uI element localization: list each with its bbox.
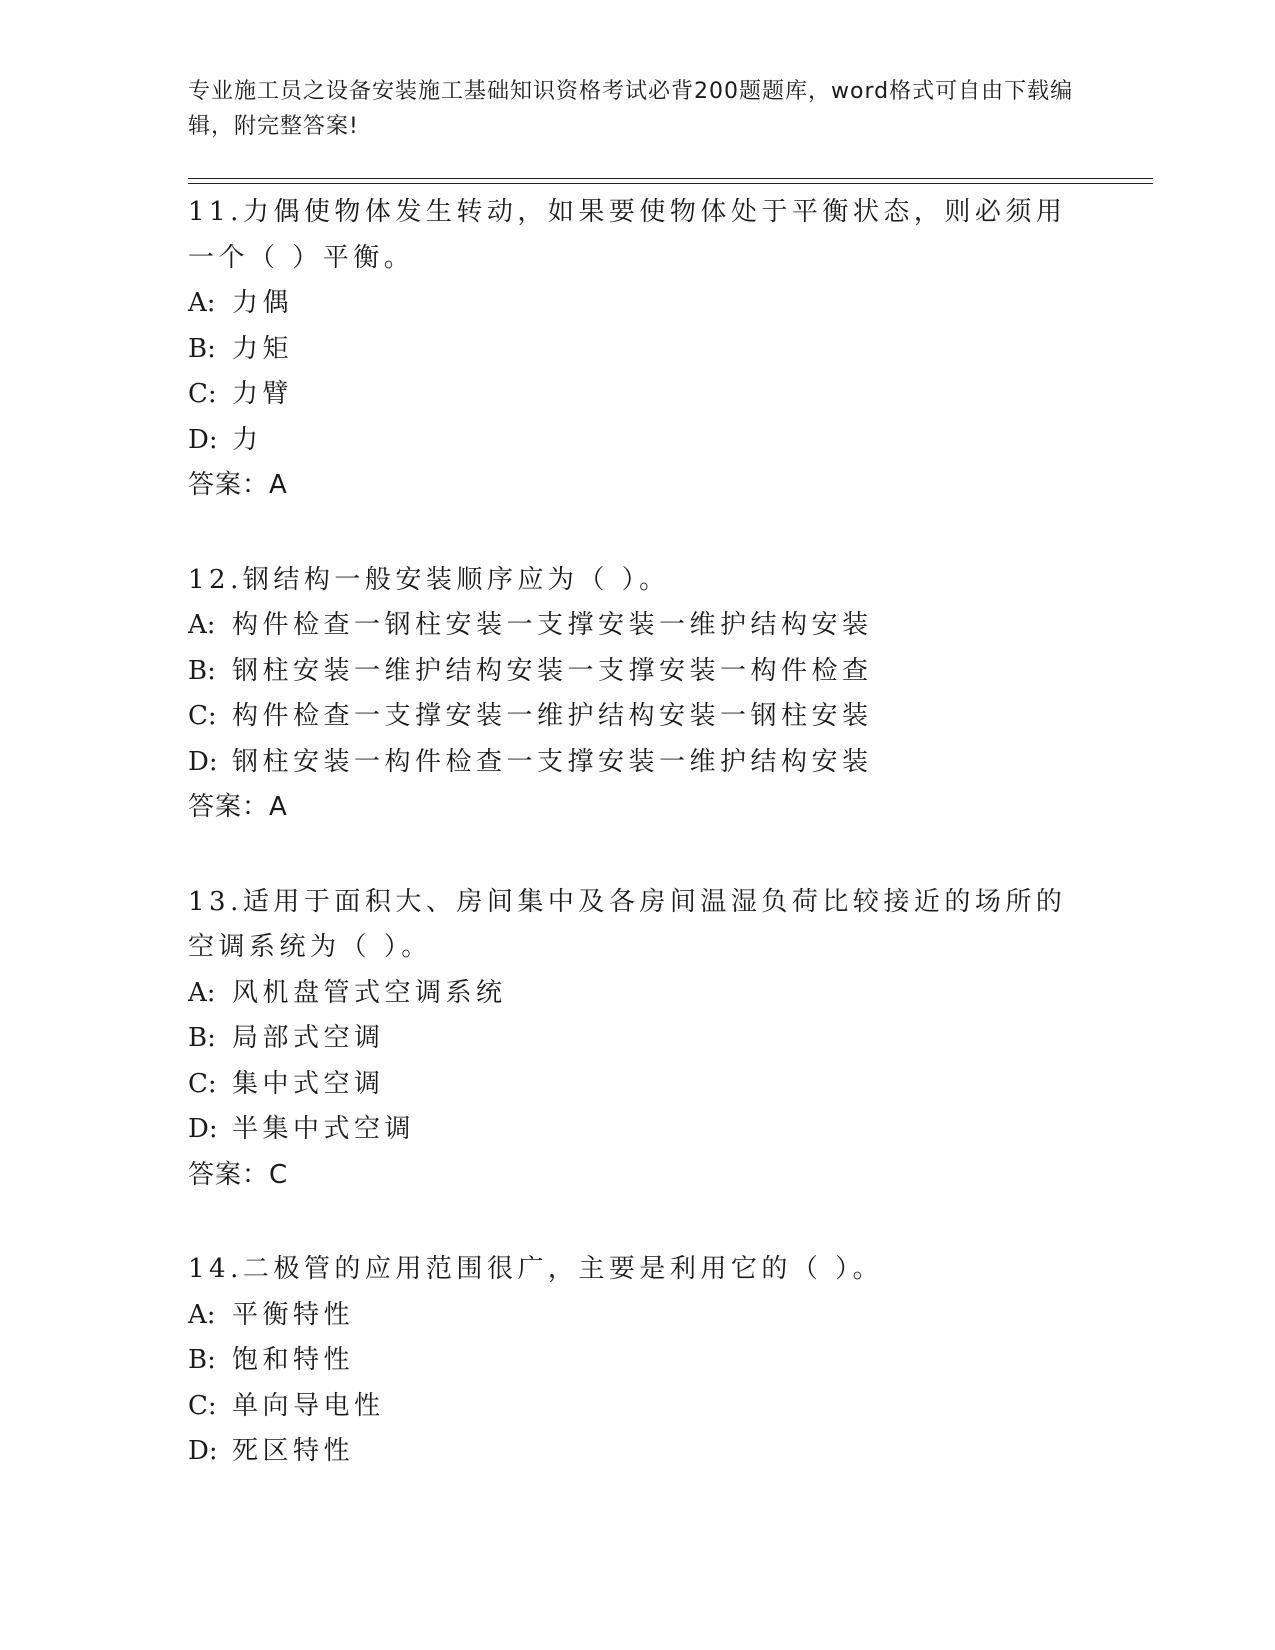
option-label: B: — [188, 333, 216, 364]
option-label: A: — [188, 977, 216, 1008]
option-text: 钢柱安装一维护结构安装一支撑安装一构件检查 — [232, 655, 873, 686]
option-c — [188, 1384, 1088, 1430]
option-label: D: — [188, 1114, 218, 1144]
option-a — [188, 1293, 1088, 1339]
option-a — [188, 603, 1088, 649]
option-text: 饱和特性 — [232, 1345, 355, 1375]
option-text: 平衡特性 — [232, 1299, 355, 1330]
option-label: D: — [188, 746, 218, 777]
option-a — [188, 971, 1088, 1017]
option-b — [188, 1016, 1088, 1062]
option-text: 力 — [232, 424, 263, 455]
option-text: 钢柱安装一构件检查一支撑安装一维护结构安装 — [232, 746, 873, 777]
answer-line: 答案：A — [188, 470, 288, 500]
option-text: 局部式空调 — [232, 1023, 385, 1053]
option-text: 死区特性 — [232, 1436, 355, 1466]
question-stem: 13.适用于面积大、房间集中及各房间温湿负荷比较接近的场所的空调系统为（ ）。 — [188, 886, 1067, 962]
header-rule-bottom — [188, 183, 1153, 184]
option-c — [188, 372, 1088, 418]
option-d — [188, 1107, 1088, 1153]
option-label: D: — [188, 1436, 218, 1466]
answer-line: 答案：A — [188, 792, 288, 822]
option-text: 单向导电性 — [232, 1390, 385, 1421]
option-a — [188, 281, 1088, 327]
header-rule-top — [188, 178, 1153, 179]
option-label: B: — [188, 655, 216, 686]
option-d — [188, 740, 1088, 786]
option-label: A: — [188, 1299, 216, 1330]
option-b — [188, 1338, 1088, 1384]
question-14 — [188, 1247, 1088, 1475]
option-d — [188, 418, 1088, 464]
document-header: 专业施工员之设备安装施工基础知识资格考试必背200题题库，word格式可自由下载编辑，附完整答案! — [188, 79, 1074, 139]
option-label: C: — [188, 1068, 217, 1099]
option-c — [188, 1062, 1088, 1108]
option-b — [188, 327, 1088, 373]
option-label: B: — [188, 1023, 216, 1053]
question-stem: 12.钢结构一般安装顺序应为（ ）。 — [188, 564, 670, 595]
option-text: 力偶 — [232, 288, 294, 318]
question-stem: 11.力偶使物体发生转动，如果要使物体处于平衡状态，则必须用一个（ ）平衡。 — [188, 197, 1067, 273]
question-stem: 14.二极管的应用范围很广，主要是利用它的（ ）。 — [188, 1254, 884, 1284]
option-text: 集中式空调 — [232, 1068, 385, 1099]
option-d — [188, 1429, 1088, 1475]
answer-line: 答案：C — [188, 1159, 289, 1190]
question-11 — [188, 190, 1088, 509]
option-text: 构件检查一钢柱安装一支撑安装一维护结构安装 — [232, 610, 873, 640]
option-label: C: — [188, 1390, 217, 1421]
option-text: 力矩 — [232, 333, 294, 364]
question-list — [188, 190, 1088, 1524]
option-b — [188, 649, 1088, 695]
option-label: C: — [188, 379, 217, 409]
option-text: 风机盘管式空调系统 — [232, 977, 507, 1008]
question-13 — [188, 880, 1088, 1199]
option-label: D: — [188, 424, 218, 455]
option-label: A: — [188, 288, 216, 318]
option-text: 构件检查一支撑安装一维护结构安装一钢柱安装 — [232, 701, 873, 731]
option-label: A: — [188, 610, 216, 640]
question-12 — [188, 558, 1088, 831]
option-label: C: — [188, 701, 217, 731]
option-text: 力臂 — [232, 379, 294, 409]
option-label: B: — [188, 1345, 216, 1375]
option-c — [188, 694, 1088, 740]
option-text: 半集中式空调 — [232, 1114, 416, 1144]
